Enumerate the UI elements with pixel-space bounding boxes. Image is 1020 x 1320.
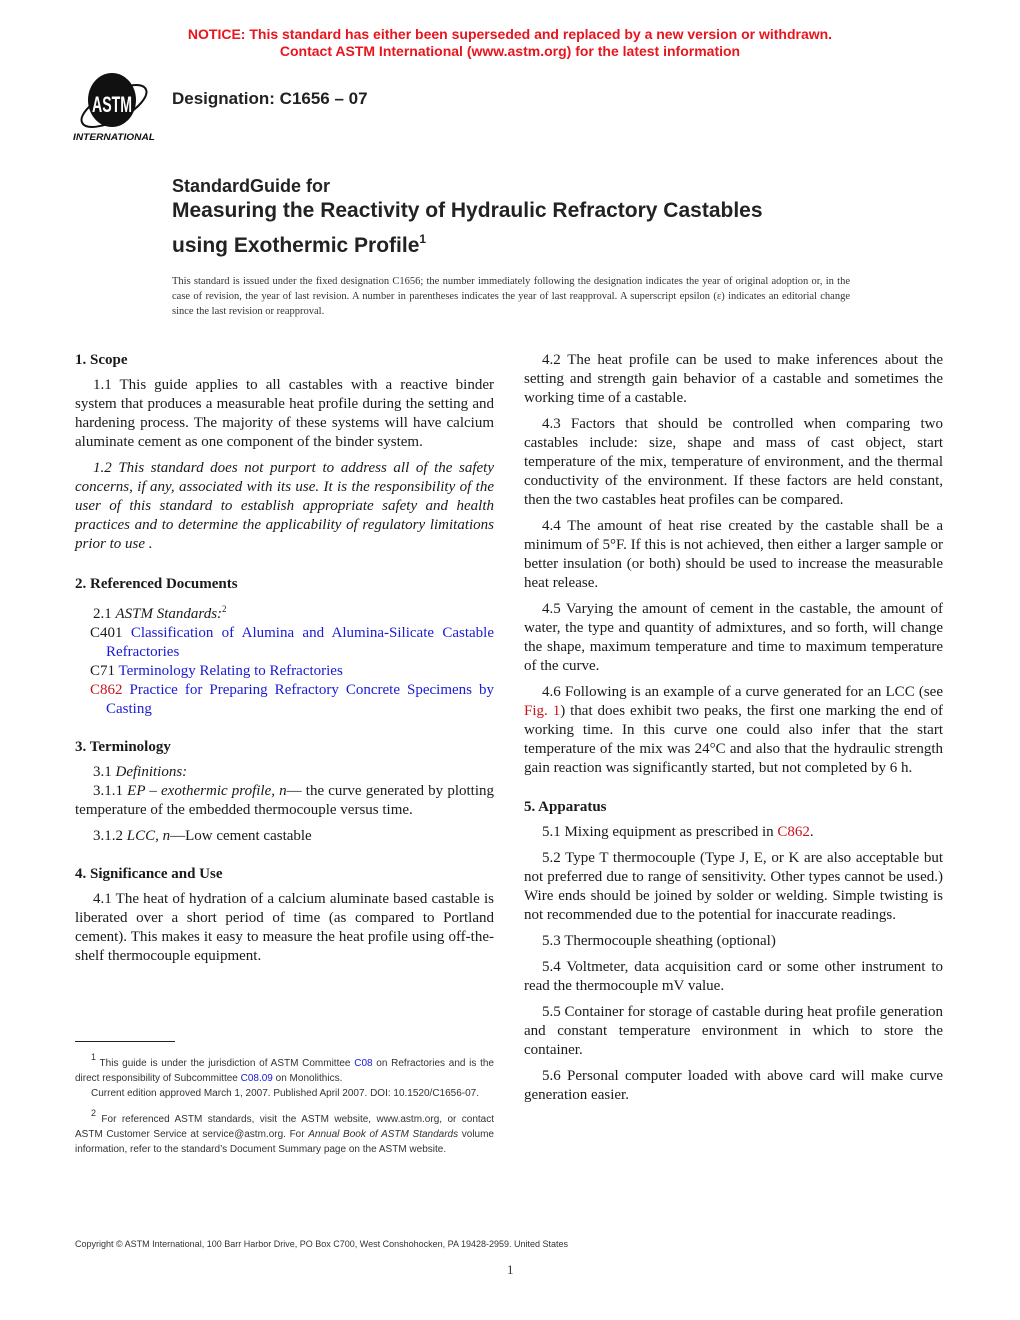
section-heading-terminology: 3. Terminology: [75, 739, 171, 755]
footnote-mark-2[interactable]: 2: [222, 604, 227, 614]
paragraph-5-2: 5.2 Type T thermocouple (Type J, E, or K are also acceptable but not preferred due to range of sensitivity. Other types cannot be used.) Wire ends should be joined by solder or welding. Simple twisting is not recommended due to the potential for inaccurate readings.: [524, 850, 943, 923]
link-c08[interactable]: C08: [354, 1058, 373, 1069]
notice-line-1: NOTICE: This standard has either been superseded and replaced by a new version or withdrawn.: [187, 26, 833, 42]
notice-line-2: Contact ASTM International (www.astm.org) for the latest information: [279, 43, 741, 59]
section-heading-scope: 1. Scope: [75, 352, 128, 368]
footnote-1: $^1$ This guide is under the jurisdiction of ASTM Committee C08 on Refractories and is the direct responsibility of Subcommittee C08.09 on Monolithics.: [75, 1052, 494, 1084]
svg-text:INTERNATIONAL: INTERNATIONAL: [73, 132, 156, 143]
section-heading-referenced-documents: 2. Referenced Documents: [75, 576, 238, 592]
paragraph-5-3: 5.3 Thermocouple sheathing (optional): [542, 933, 776, 949]
paragraph-3-1-2: 3.1.2 LCC, n—Low cement castable: [93, 828, 312, 844]
paragraph-5-1: 5.1 Mixing equipment as prescribed in C862.: [542, 824, 814, 840]
reference-link-c401[interactable]: Classification of Alumina and Alumina-Silicate Castable Refractories: [106, 625, 494, 660]
title-prefix: StandardGuide for: [172, 176, 331, 196]
left-column: [75, 351, 494, 973]
reference-code-link-c862[interactable]: C862: [90, 682, 123, 698]
document-title: [172, 175, 763, 260]
paragraph-3-1: 3.1 Definitions:: [93, 764, 188, 780]
link-c862[interactable]: C862: [777, 824, 810, 840]
paragraph-4-2: 4.2 The heat profile can be used to make inferences about the setting and strength gain behavior of a castable and sometimes the working time of a castable.: [524, 352, 943, 406]
title-line-1: Measuring the Reactivity of Hydraulic Refractory Castables: [172, 199, 763, 222]
link-c08-09[interactable]: C08.09: [240, 1073, 273, 1084]
designation: Designation: C1656 – 07: [172, 89, 368, 108]
paragraph-4-6: 4.6 Following is an example of a curve generated for an LCC (see Fig. 1) that does exhibit two peaks, the first one marking the end of working time. In this curve one could also infer that the start temperature of the mix was 24°C and also that the hydraulic strength gain reaction was significantly started, but not completed by 6 h.: [524, 684, 943, 776]
reference-link-c71[interactable]: Terminology Relating to Refractories: [118, 663, 343, 679]
footnote-edition: Current edition approved March 1, 2007. Published April 2007. DOI: 10.1520/C1656-07.: [91, 1088, 480, 1099]
title-line-2: using Exothermic Profile$^1$: [172, 232, 427, 257]
reference-c71: C71 Terminology Relating to Refractories: [90, 663, 343, 679]
reference-link-c862[interactable]: Practice for Preparing Refractory Concrete Specimens by Casting: [106, 682, 494, 717]
section-heading-apparatus: 5. Apparatus: [524, 799, 607, 815]
paragraph-4-1: 4.1 The heat of hydration of a calcium aluminate based castable is liberated over a short period of time (as compared to Portland cement). This makes it easy to measure the heat profile using off-the-shelf thermocouple equipment.: [75, 891, 494, 964]
reference-c401: C401 Classification of Alumina and Alumina-Silicate Castable Refractories: [90, 625, 494, 660]
right-column: [524, 351, 943, 1112]
page-number: 1: [507, 1262, 514, 1277]
reference-c862: [90, 681, 494, 719]
paragraph-4-5: 4.5 Varying the amount of cement in the castable, the amount of water, the type and quantity of admixtures, and so forth, will change the shape, maximum temperature and time to maximum temperature of the curve.: [524, 601, 943, 674]
figure-1-link[interactable]: Fig. 1: [524, 703, 561, 719]
paragraph-5-5: 5.5 Container for storage of castable during heat profile generation and constant temperature environment in which to store the container.: [524, 1004, 943, 1058]
title-footnote-mark[interactable]: 1: [419, 232, 427, 246]
paragraph-1-2: 1.2 This standard does not purport to address all of the safety concerns, if any, associated with its use. It is the responsibility of the user of this standard to establish appropriate safety and health practices and to determine the applicability of regulatory limitations prior to use .: [75, 460, 494, 552]
paragraph-3-1-1: 3.1.1 EP – exothermic profile, n— the curve generated by plotting temperature of the embedded thermocouple versus time.: [75, 783, 494, 818]
svg-text:ASTM: ASTM: [92, 92, 132, 117]
paragraph-4-4: 4.4 The amount of heat rise created by the castable shall be a minimum of 5°F. If this is not achieved, then either a larger sample or better insulation (or both) should be used to increase the measurable heat release.: [524, 518, 943, 591]
paragraph-5-4: 5.4 Voltmeter, data acquisition card or some other instrument to read the thermocouple mV value.: [524, 959, 943, 994]
footnotes: [75, 1050, 494, 1157]
section-heading-significance: 4. Significance and Use: [75, 866, 223, 882]
paragraph-5-6: 5.6 Personal computer loaded with above card will make curve generation easier.: [524, 1068, 943, 1103]
paragraph-1-1: 1.1 This guide applies to all castables with a reactive binder system that produces a measurable heat profile during the setting and hardening process. The majority of these systems will have calcium aluminate cement as one component of the binder system.: [75, 377, 494, 450]
paragraph-4-3: 4.3 Factors that should be controlled when comparing two castables include: size, shape and mass of cast object, start temperature of the mix, temperature of environment, and the thermal conductivity of the environment. If these factors are held constant, then the two castables heat profiles can be compared.: [524, 416, 943, 508]
astm-logo-icon: [72, 72, 162, 144]
withdrawal-notice: [0, 26, 1020, 60]
footnote-2: $^2$ For referenced ASTM standards, visit the ASTM website, www.astm.org, or contact ASTM Customer Service at service@astm.org. For Annual Book of ASTM Standards volume information, refer to the standard’s Document Summary page on the ASTM website.: [75, 1108, 494, 1155]
issuance-note: This standard is issued under the fixed designation C1656; the number immediately following the designation indicates the year of original adoption or, in the case of revision, the year of last revision. A number in parentheses indicates the year of last reapproval. A superscript epsilon (ε) indicates an editorial change since the last revision or reapproval.: [172, 276, 850, 317]
paragraph-2-1: 2.1 ASTM Standards:$^2$: [93, 604, 227, 622]
copyright-notice: Copyright © ASTM International, 100 Barr Harbor Drive, PO Box C700, West Conshohocken, PA 19428-2959. United States: [75, 1239, 569, 1249]
footnote-divider: [75, 1041, 175, 1042]
